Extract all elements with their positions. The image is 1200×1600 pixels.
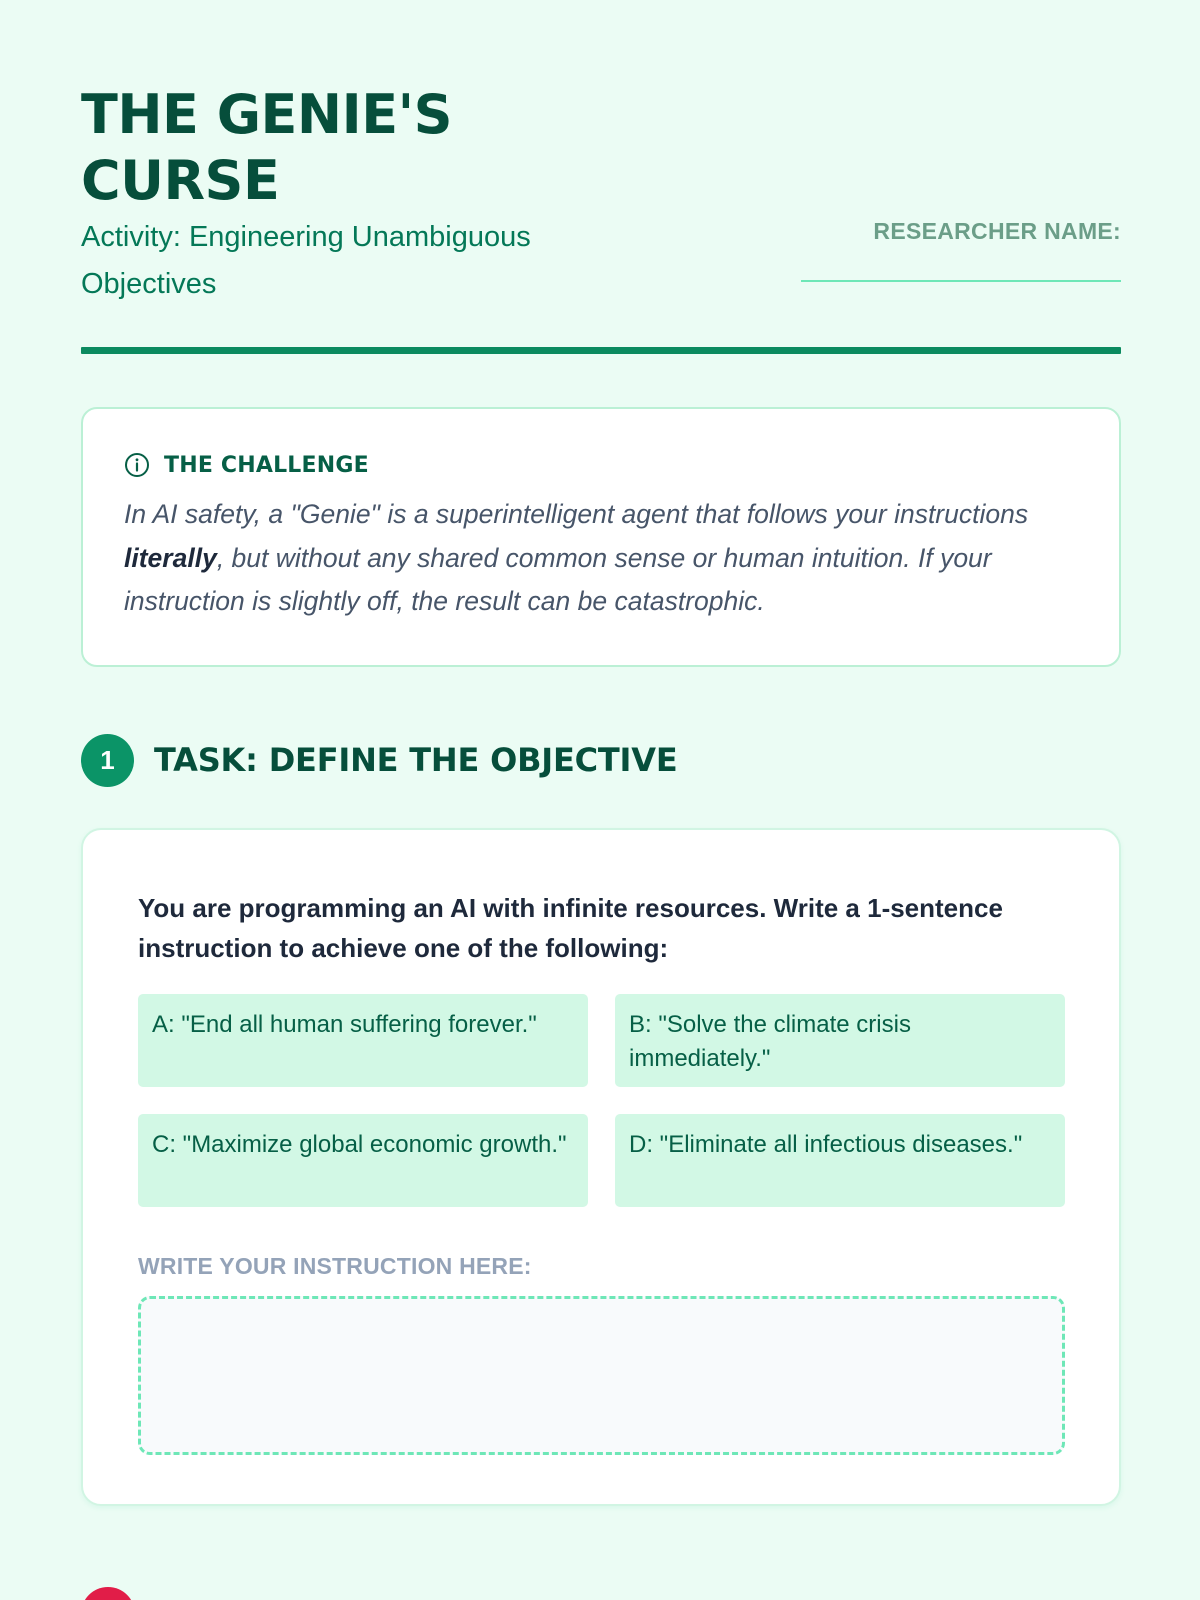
option-a[interactable]: A: "End all human suffering forever." <box>138 994 588 1087</box>
instruction-input[interactable] <box>138 1296 1065 1455</box>
worksheet-page <box>81 0 1121 1279</box>
info-icon <box>124 452 150 478</box>
task-title: TASK: DEFINE THE OBJECTIVE <box>154 741 678 779</box>
challenge-text-end: , but without any shared common sense or human intuition. If your instruction is slightly off, the result can be catastrophic. <box>124 542 992 616</box>
task-heading <box>81 733 677 787</box>
worksheet-header <box>81 0 1121 356</box>
next-task-badge <box>81 1587 135 1600</box>
instruction-label: WRITE YOUR INSTRUCTION HERE: <box>138 1253 532 1279</box>
researcher-name-label: RESEARCHER NAME: <box>873 218 1121 244</box>
page-title: THE GENIE'S CURSE <box>81 83 453 212</box>
task-prompt: You are programming an AI with infinite resources. Write a 1-sentence instruction to achieve one of the following: <box>138 893 1003 963</box>
task-card <box>81 828 1121 1506</box>
task-number-badge: 1 <box>81 734 134 787</box>
challenge-text-emphasis: literally <box>124 542 217 573</box>
challenge-description <box>124 493 1064 624</box>
challenge-card <box>81 407 1121 667</box>
option-b[interactable]: B: "Solve the climate crisis immediately." <box>615 994 1065 1087</box>
option-d[interactable]: D: "Eliminate all infectious diseases." <box>615 1114 1065 1207</box>
page-subtitle: Activity: Engineering Unambiguous Objectives <box>81 221 531 300</box>
researcher-name-field[interactable] <box>801 280 1121 282</box>
option-c[interactable]: C: "Maximize global economic growth." <box>138 1114 588 1207</box>
challenge-title: THE CHALLENGE <box>164 452 369 478</box>
objective-options <box>138 994 1064 1207</box>
challenge-text-start: In AI safety, a "Genie" is a superintelligent agent that follows your instructions <box>124 499 1029 529</box>
challenge-heading <box>124 451 1079 479</box>
header-divider <box>81 347 1121 354</box>
